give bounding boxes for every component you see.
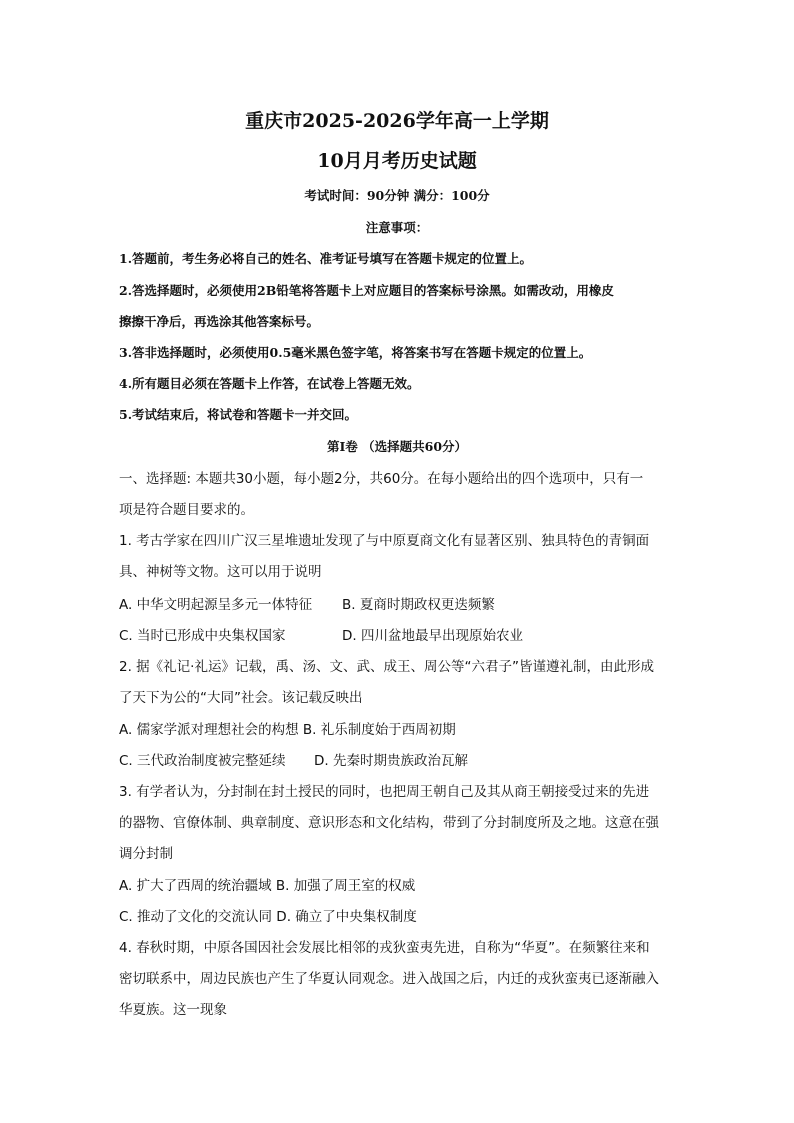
- notice-item: 3.答非选择题时，必须使用0.5毫米黑色签字笔，将答案书写在答题卡规定的位置上。: [119, 345, 592, 360]
- notice-item: 4.所有题目必须在答题卡上作答，在试卷上答题无效。: [119, 376, 420, 391]
- instruction-line: 项是符合题目要求的。: [119, 502, 254, 518]
- notice-item: 擦擦干净后，再选涂其他答案标号。: [119, 314, 320, 329]
- notice-item: 2.答选择题时，必须使用2B铅笔将答题卡上对应题目的答案标号涂黑。如需改动，用橡皮: [119, 283, 614, 298]
- question-stem: 了天下为公的“大同”社会。该记载反映出: [119, 690, 363, 706]
- section-title: 第Ⅰ卷 （选择题共60分）: [326, 439, 468, 454]
- question-stem: 调分封制: [119, 846, 173, 862]
- notice-heading: 注意事项：: [365, 220, 429, 235]
- question-stem: 的器物、官僚体制、典章制度、意识形态和文化结构，带到了分封制度所及之地。这意在强: [119, 815, 659, 831]
- option-cd: C. 推动了文化的交流认同 D. 确立了中央集权制度: [119, 909, 417, 925]
- option-d: D. 先秦时期贵族政治瓦解: [314, 753, 468, 769]
- question-stem: 密切联系中，周边民族也产生了华夏认同观念。进入战国之后，内迁的戎狄蛮夷已逐渐融入: [119, 971, 659, 987]
- exam-title-line2: 10月月考历史试题: [317, 150, 477, 172]
- option-ab: A. 扩大了西周的统治疆域 B. 加强了周王室的权威: [119, 878, 416, 894]
- option-ab: A. 儒家学派对理想社会的构想 B. 礼乐制度始于西周初期: [119, 722, 456, 738]
- notice-item: 5.考试结束后，将试卷和答题卡一并交回。: [119, 407, 358, 422]
- option-a: A. 中华文明起源呈多元一体特征: [119, 597, 313, 613]
- question-stem: 华夏族。这一现象: [119, 1002, 227, 1018]
- notice-item: 1.答题前，考生务必将自己的姓名、准考证号填写在答题卡规定的位置上。: [119, 251, 533, 266]
- option-c: C. 三代政治制度被完整延续: [119, 753, 286, 769]
- question-stem: 2. 据《礼记·礼运》记载，禹、汤、文、武、成王、周公等“六君子”皆谨遵礼制，由此形成: [119, 659, 654, 675]
- option-b: B. 夏商时期政权更迭频繁: [342, 597, 495, 613]
- option-d: D. 四川盆地最早出现原始农业: [342, 628, 523, 644]
- question-stem: 4. 春秋时期，中原各国因社会发展比相邻的戎狄蛮夷先进，自称为“华夏”。在频繁往来和: [119, 940, 650, 956]
- question-stem: 3. 有学者认为，分封制在封土授民的同时，也把周王朝自己及其从商王朝接受过来的先进: [119, 784, 650, 800]
- exam-title-line1: 重庆市2025-2026学年高一上学期: [245, 110, 549, 132]
- instruction-line: 一、选择题: 本题共30小题，每小题2分，共60分。在每小题给出的四个选项中，只有一: [119, 471, 644, 487]
- question-stem: 1. 考古学家在四川广汉三星堆遗址发现了与中原夏商文化有显著区别、独具特色的青铜面: [119, 533, 650, 549]
- exam-info: 考试时间：90分钟 满分：100分: [304, 188, 490, 203]
- option-c: C. 当时已形成中央集权国家: [119, 628, 286, 644]
- question-stem: 具、神树等文物。这可以用于说明: [119, 564, 322, 580]
